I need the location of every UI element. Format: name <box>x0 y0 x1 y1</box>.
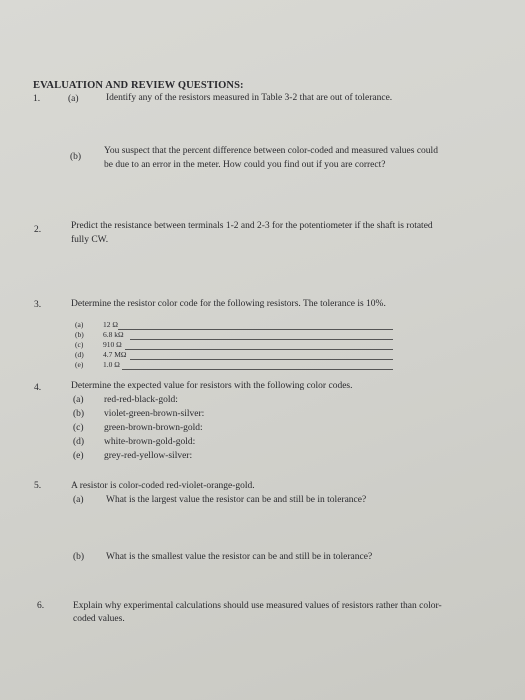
q3-item-a-value: 12 Ω <box>103 320 118 329</box>
q3-item-e-answer-line <box>122 369 393 370</box>
q4-item-b-label: (b) <box>73 409 85 419</box>
q4-number: 4. <box>34 383 42 393</box>
q1-a-label: (a) <box>68 94 79 104</box>
q4-item-a-value: red-red-black-gold: <box>104 395 178 405</box>
q3-item-c-label: (c) <box>75 340 84 349</box>
q4-item-e-value: grey-red-yellow-silver: <box>104 451 193 461</box>
q5-text: A resistor is color-coded red-violet-orange-gold. <box>71 481 255 491</box>
q3-item-b-answer-line <box>130 339 393 340</box>
q3-item-e-label: (e) <box>75 360 84 369</box>
q3-item-a-label: (a) <box>75 320 84 329</box>
q5-b-label: (b) <box>73 552 85 562</box>
q3-item-c-value: 910 Ω <box>103 340 122 349</box>
q5-number: 5. <box>34 481 42 491</box>
q1-b-label: (b) <box>70 152 82 162</box>
q4-item-c-value: green-brown-brown-gold: <box>104 423 203 433</box>
q1-a-text: Identify any of the resistors measured in Table 3-2 that are out of tolerance. <box>106 93 393 103</box>
q4-item-d-label: (d) <box>73 437 85 447</box>
q3-number: 3. <box>34 300 42 310</box>
q1-b-line2: be due to an error in the meter. How could you find out if you are correct? <box>104 160 386 170</box>
q3-item-d-answer-line <box>130 359 393 360</box>
q3-item-c-answer-line <box>125 349 393 350</box>
q4-text: Determine the expected value for resistors with the following color codes. <box>71 381 353 391</box>
q2-line2: fully CW. <box>71 235 109 245</box>
q5-a-text: What is the largest value the resistor can be and still be in tolerance? <box>106 495 367 505</box>
q3-item-d-value: 4.7 MΩ <box>103 350 127 359</box>
q3-item-b-label: (b) <box>75 330 84 339</box>
q6-number: 6. <box>37 601 45 611</box>
q2-number: 2. <box>34 225 42 235</box>
q4-item-e-label: (e) <box>73 451 84 461</box>
q1-number: 1. <box>33 94 41 104</box>
q3-item-a-answer-line <box>118 329 393 330</box>
q3-item-e-value: 1.0 Ω <box>103 360 120 369</box>
q4-item-c-label: (c) <box>73 423 84 433</box>
q1-b-line1: You suspect that the percent difference between color-coded and measured values could <box>104 146 438 156</box>
page-heading: EVALUATION AND REVIEW QUESTIONS: <box>33 80 244 91</box>
q3-item-b-value: 6.8 kΩ <box>103 330 124 339</box>
q4-item-d-value: white-brown-gold-gold: <box>104 437 196 447</box>
q5-a-label: (a) <box>73 495 84 505</box>
q6-line2: coded values. <box>73 614 125 624</box>
q2-line1: Predict the resistance between terminals 1-2 and 2-3 for the potentiometer if the shaft is rotated <box>71 221 433 231</box>
q5-b-text: What is the smallest value the resistor can be and still be in tolerance? <box>106 552 373 562</box>
q3-item-d-label: (d) <box>75 350 84 359</box>
q4-item-b-value: violet-green-brown-silver: <box>104 409 205 419</box>
q4-item-a-label: (a) <box>73 395 84 405</box>
q6-line1: Explain why experimental calculations should use measured values of resistors rather than color- <box>73 601 442 611</box>
q3-text: Determine the resistor color code for the following resistors. The tolerance is 10%. <box>71 299 386 309</box>
